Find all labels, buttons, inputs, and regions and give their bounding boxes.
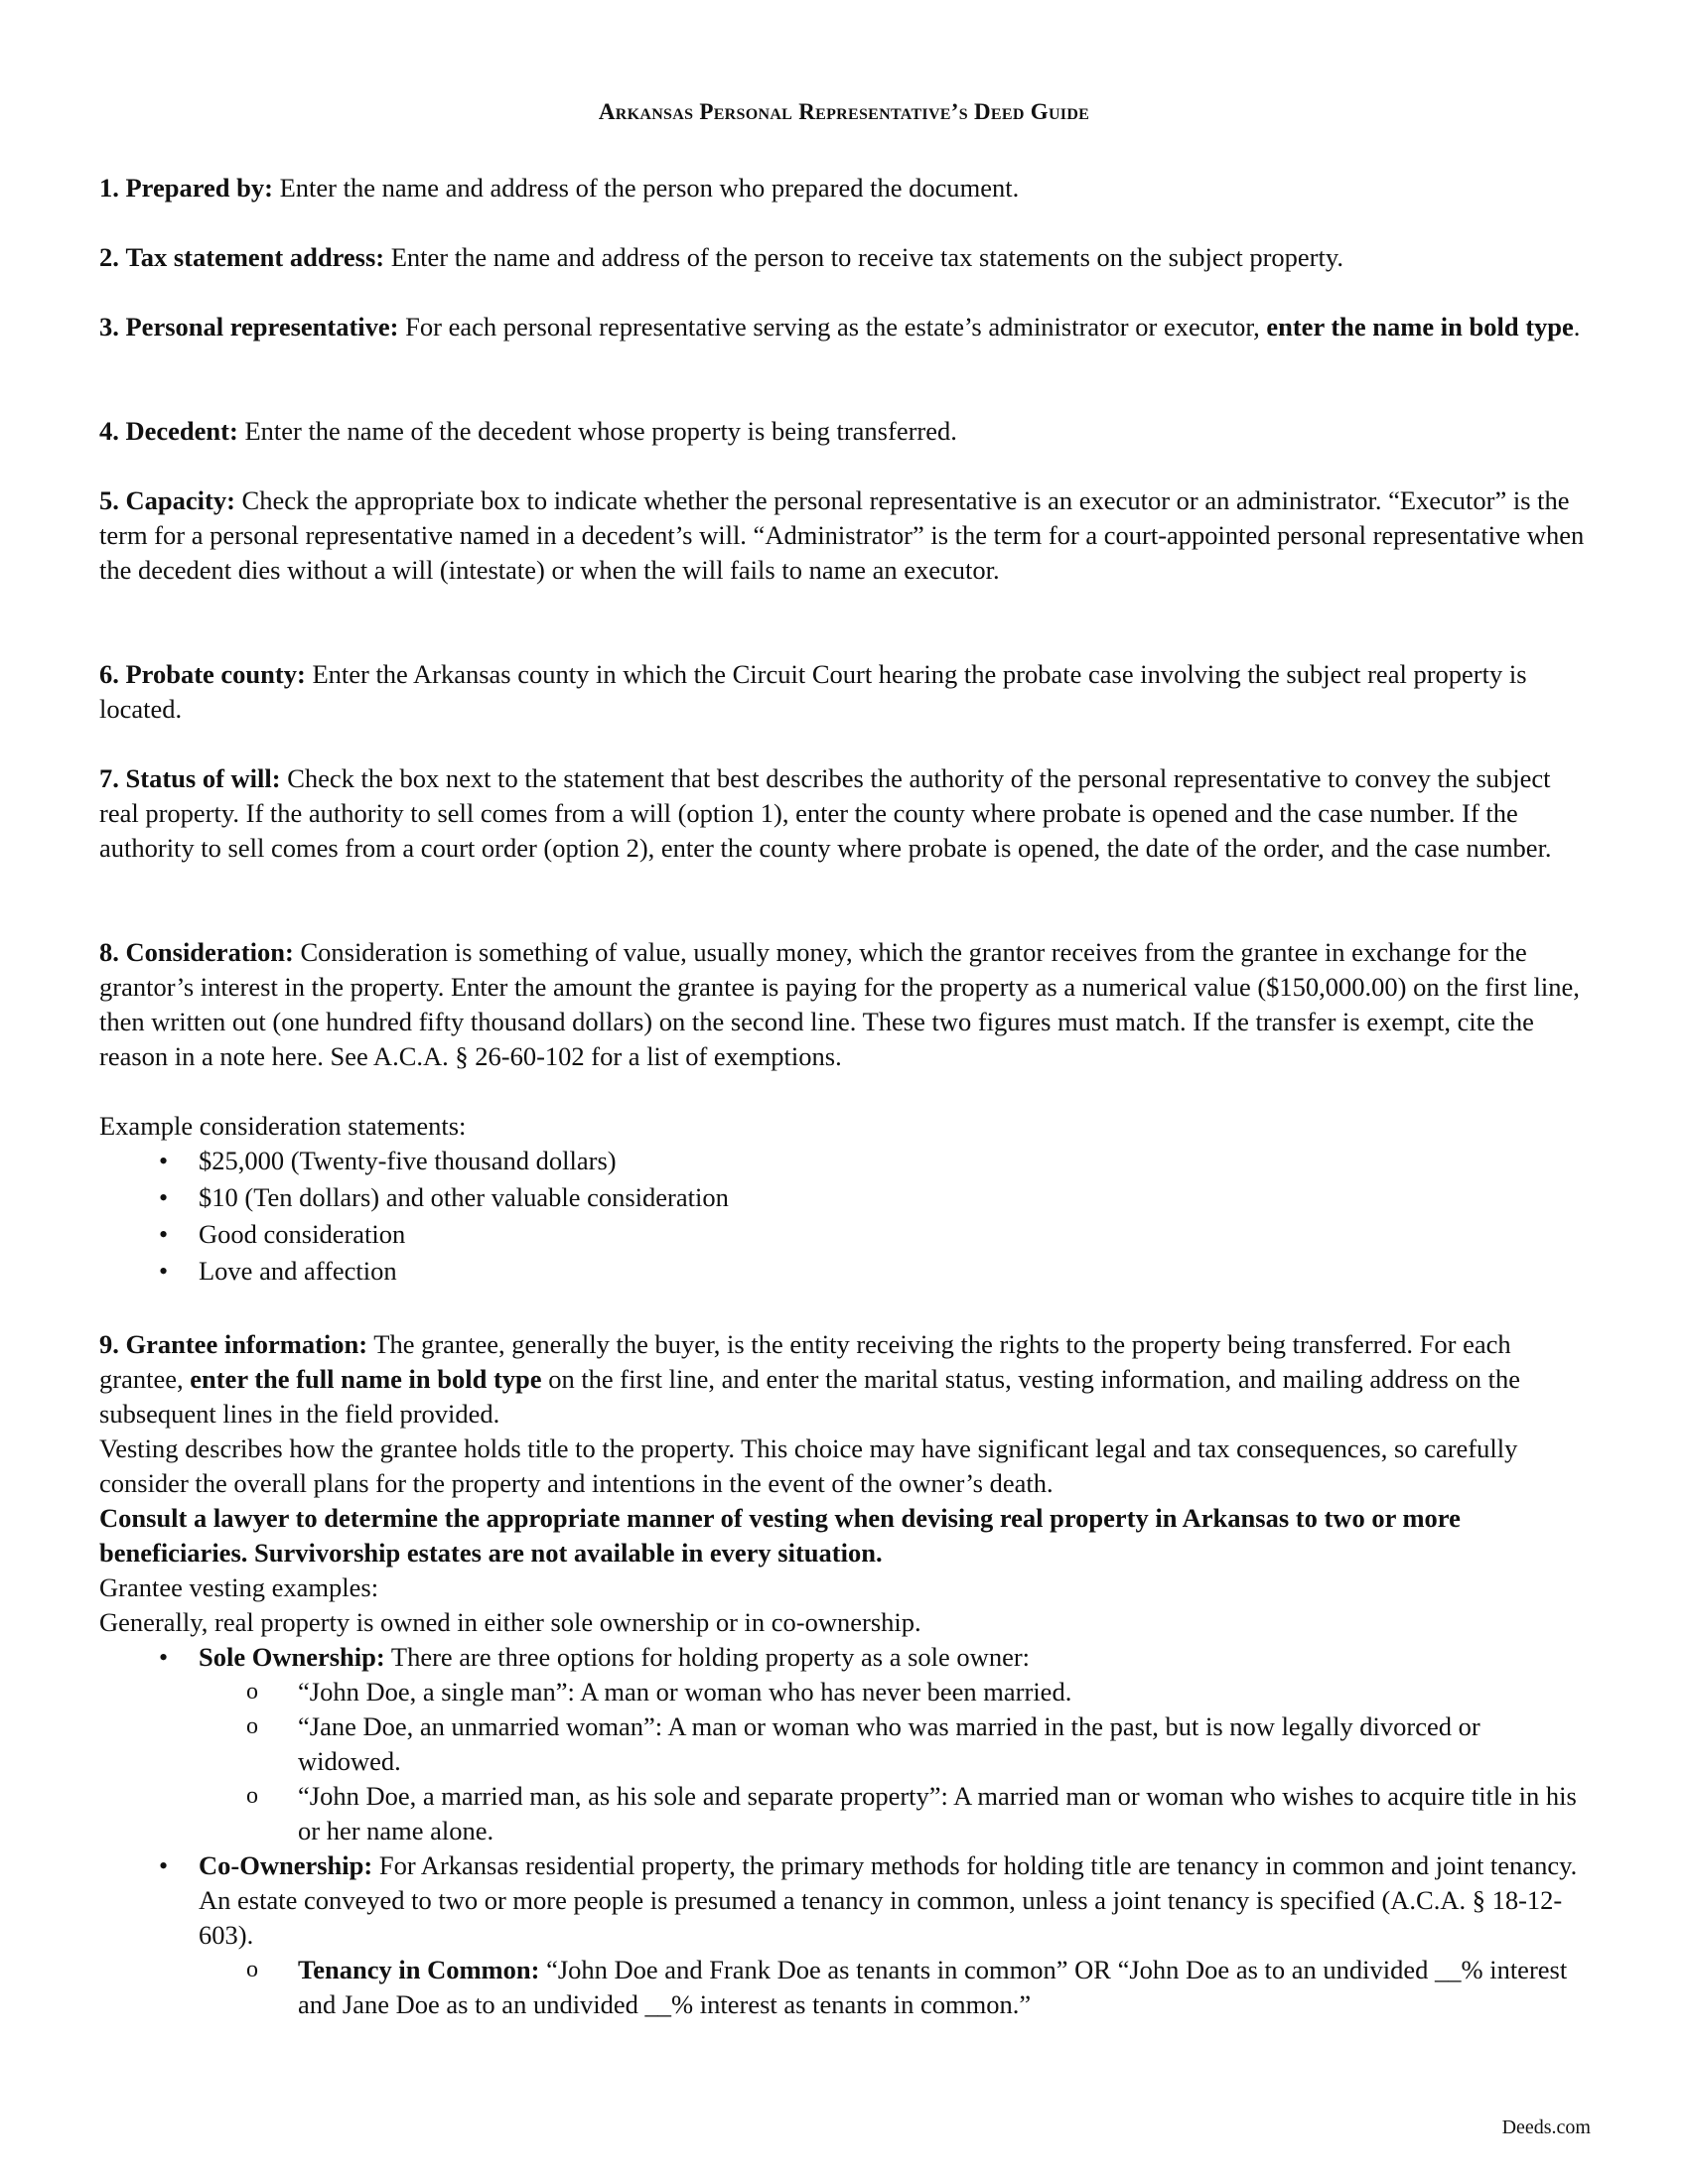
item-label: Capacity: xyxy=(125,485,235,515)
item-status-of-will xyxy=(99,761,1589,866)
item-personal-representative xyxy=(99,310,1589,344)
bullet-icon: • xyxy=(159,1183,169,1212)
item-number: 8. xyxy=(99,937,119,967)
co-ownership-text: For Arkansas residential property, the primary methods for holding title are tenancy in common and joint tenancy. An estate conveyed to two or more people is presumed a tenancy in common, unless a joint tenancy is specified (A.C.A. § 18-12-603). xyxy=(199,1850,1578,1950)
item-prepared-by xyxy=(99,171,1589,205)
item-text: Consideration is something of value, usually money, which the grantor receives from the grantee in exchange for the grantor’s interest in the property. Enter the amount the grantee is paying for the property as a numerical value ($150,000.00) on the first line, then written out (one hundred fifty thousand dollars) on the second line. These two figures must match. If the transfer is exempt, cite the reason in a note here. See A.C.A. § 26-60-102 for a list of exemptions. xyxy=(99,937,1580,1071)
item-number: 5. xyxy=(99,485,119,515)
item-number: 7. xyxy=(99,763,119,793)
item-capacity xyxy=(99,483,1589,588)
vesting-warning: Consult a lawyer to determine the appropriate manner of vesting when devising real property in Arkansas to two or more beneficiaries. Survivorship estates are not available in every situation. xyxy=(99,1503,1461,1568)
sole-ownership-option: “John Doe, a single man”: A man or woman who has never been married. xyxy=(298,1677,1072,1706)
sub-bullet-icon: o xyxy=(246,1957,258,1982)
co-ownership xyxy=(199,1848,1589,1953)
sole-ownership xyxy=(199,1640,1589,1675)
footer-brand: Deeds.com xyxy=(1501,2116,1591,2138)
item-text: Enter the name of the decedent whose property is being transferred. xyxy=(237,416,957,446)
item-number: 6. xyxy=(99,659,119,689)
tenancy-in-common-text: “John Doe and Frank Doe as tenants in common” OR “John Doe as to an undivided __% interest and Jane Doe as to an undivided __% interest as tenants in common.” xyxy=(298,1955,1568,2019)
item-text: The grantee, generally the buyer, is the entity receiving the rights to the property being transferred. For each grantee, xyxy=(99,1329,1511,1394)
tenancy-in-common-label: Tenancy in Common: xyxy=(298,1955,540,1984)
item-grantee-information xyxy=(99,1327,1589,1432)
item-number: 9. xyxy=(99,1329,119,1359)
item-text: Enter the Arkansas county in which the Circuit Court hearing the probate case involving the subject real property is located. xyxy=(99,659,1527,724)
ownership-overview: Generally, real property is owned in either sole ownership or in co-ownership. xyxy=(99,1607,921,1637)
sole-ownership-text: There are three options for holding property as a sole owner: xyxy=(384,1642,1031,1672)
tenancy-in-common xyxy=(298,1953,1589,2022)
item-label: Decedent: xyxy=(125,416,238,446)
consideration-example: Good consideration xyxy=(199,1219,406,1249)
item-decedent xyxy=(99,414,1589,449)
sub-bullet-icon: o xyxy=(246,1783,258,1809)
item-number: 3. xyxy=(99,312,119,341)
co-ownership-label: Co-Ownership: xyxy=(199,1850,373,1880)
item-text: For each personal representative serving as the estate’s administrator or executor, xyxy=(398,312,1267,341)
item-label: Grantee information: xyxy=(125,1329,368,1359)
item-consideration xyxy=(99,935,1589,1074)
item-label: Probate county: xyxy=(125,659,306,689)
item-label: Prepared by: xyxy=(125,173,273,203)
sole-ownership-label: Sole Ownership: xyxy=(199,1642,385,1672)
consideration-example: $10 (Ten dollars) and other valuable consideration xyxy=(199,1182,729,1212)
item-label: Consideration: xyxy=(125,937,294,967)
item-text-tail: on the first line, and enter the marital status, vesting information, and mailing address on the subsequent lines in the field provided. xyxy=(99,1364,1520,1429)
sub-bullet-icon: o xyxy=(246,1679,258,1705)
consideration-intro: Example consideration statements: xyxy=(99,1111,467,1141)
item-bold-text: enter the full name in bold type xyxy=(190,1364,542,1394)
item-text: Check the appropriate box to indicate whether the personal representative is an executor or an administrator. “Executor” is the term for a personal representative named in a decedent’s will. “Administrator” is the term for a court-appointed personal representative when the decedent dies without a will (intestate) or when the will fails to name an executor. xyxy=(99,485,1585,585)
item-number: 4. xyxy=(99,416,119,446)
item-probate-county xyxy=(99,657,1589,727)
bullet-icon: • xyxy=(159,1147,169,1175)
item-label: Status of will: xyxy=(125,763,281,793)
sole-ownership-option: “John Doe, a married man, as his sole and separate property”: A married man or woman who wishes to acquire title in his or her name alone. xyxy=(298,1781,1577,1845)
vesting-description: Vesting describes how the grantee holds title to the property. This choice may have significant legal and tax consequences, so carefully consider the overall plans for the property and intentions in the event of the owner’s death. xyxy=(99,1433,1518,1498)
item-text: Enter the name and address of the person to receive tax statements on the subject property. xyxy=(384,242,1344,272)
item-text-tail: . xyxy=(1573,312,1581,341)
item-tax-statement-address xyxy=(99,240,1589,275)
item-number: 1. xyxy=(99,173,119,203)
item-number: 2. xyxy=(99,242,119,272)
item-label: Personal representative: xyxy=(125,312,399,341)
item-bold-text: enter the name in bold type xyxy=(1266,312,1574,341)
sub-bullet-icon: o xyxy=(246,1713,258,1739)
bullet-icon: • xyxy=(159,1851,169,1880)
item-text: Enter the name and address of the person who prepared the document. xyxy=(272,173,1020,203)
item-text: Check the box next to the statement that best describes the authority of the personal representative to convey the subject real property. If the authority to sell comes from a will (option 1), enter the county where probate is opened and the case number. If the authority to sell comes from a court order (option 2), enter the county where probate is opened, the date of the order, and the case number. xyxy=(99,763,1552,863)
sole-ownership-option: “Jane Doe, an unmarried woman”: A man or woman who was married in the past, but is now legally divorced or widowed. xyxy=(298,1711,1480,1776)
bullet-icon: • xyxy=(159,1643,169,1672)
vesting-examples-intro: Grantee vesting examples: xyxy=(99,1572,379,1602)
bullet-icon: • xyxy=(159,1257,169,1286)
page-title: Arkansas Personal Representative’s Deed Guide xyxy=(598,99,1090,124)
bullet-icon: • xyxy=(159,1220,169,1249)
consideration-example: $25,000 (Twenty-five thousand dollars) xyxy=(199,1146,617,1175)
item-label: Tax statement address: xyxy=(125,242,385,272)
consideration-example: Love and affection xyxy=(199,1256,397,1286)
